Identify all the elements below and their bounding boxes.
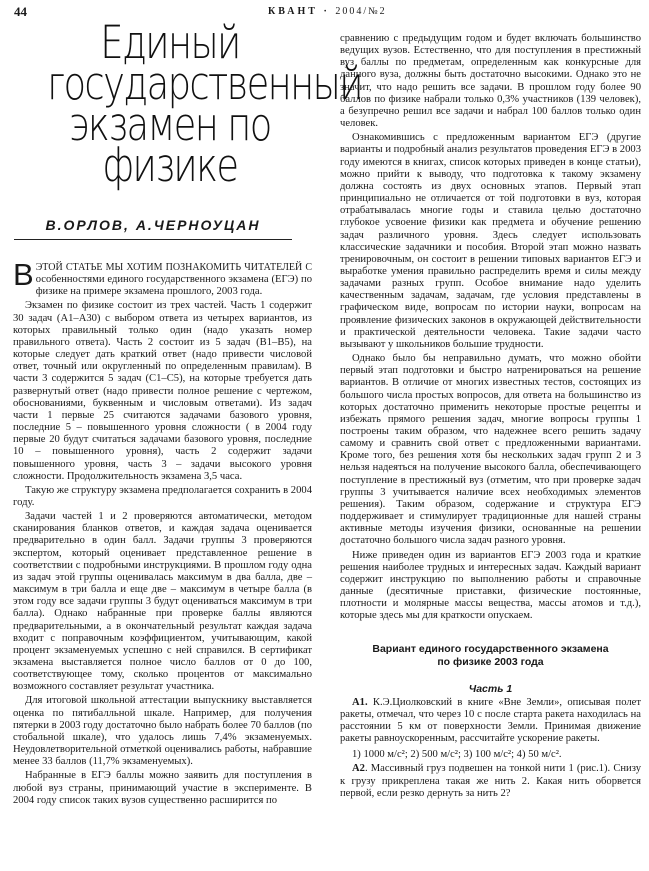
header-separator: · [323, 6, 330, 17]
paragraph: Для итоговой школьной аттестации выпускнику выставляется оценка по пятибалльной шкале. Например, для получения пятерки в 2003 году достаточно было набрать более 70 баллов (по стобальной шкале), что удалось лишь 7,4% экзаменуемых. Неудовлетворительной отметкой оценивались работы, набравшие менее 33 баллов (11,7% экзаменуемых). [13, 695, 312, 768]
drop-cap: В [13, 257, 34, 292]
variant-heading [340, 643, 641, 669]
right-column [340, 33, 641, 800]
title-line: государственный [47, 57, 362, 110]
problem-id: А1. [352, 696, 368, 708]
part-label: Часть 1 [468, 682, 513, 695]
title-line: физике [102, 139, 238, 192]
paragraph: Такую же структуру экзамена предполагается сохранить в 2004 году. [13, 484, 312, 508]
paragraph: Ниже приведен один из вариантов ЕГЭ 2003 года и краткие решения наиболее трудных и интересных задач. Каждый вариант содержит инструкцию по выполнению работы и справочные данные (десятичные приставки, физические постоянные, плотности и молярные массы вещества, массы атомов и т.д.), которые здесь мы для краткости опускаем. [340, 549, 641, 622]
lead-caps: ЭТОЙ СТАТЬЕ МЫ ХОТИМ ПОЗНАКОМИТЬ ЧИТАТЕЛЕЙ С [35, 262, 312, 273]
lead-text: особенностями единого государственного экзамена (ЕГЭ) по физике на примере экзамена прошлого, 2003 года. [35, 274, 312, 298]
page-number: 44 [14, 4, 27, 19]
variant-heading-line: по физике 2003 года [437, 655, 544, 668]
left-column [13, 257, 312, 807]
article-title [47, 16, 362, 192]
issue-number: 2004/№2 [335, 6, 387, 17]
journal-name: КВАНТ [268, 6, 318, 17]
problem-a1 [340, 697, 641, 746]
title-line: Единый [100, 16, 240, 69]
problem-id: А2 [352, 763, 365, 775]
paragraph: Экзамен по физике состоит из трех частей. Часть 1 содержит 30 задач (А1–А30) с выбором ответа из четырех вариантов, из которых правильный только один (надо указать номер правильного ответа). Часть 2 состоит из 5 задач (В1–В5), на которые следует дать краткий ответ (надо привести числовой ответ, точный или округленный по определенным правилам). В части 3 содержится 5 задач (С1–С5), на которые требуется дать развернутый ответ (надо привести полное решение с чертежом, обоснованиями, буквенным и числовым ответами). Из задач части 1 первые 25 считаются задачами базового уровня, последние 5 – повышенного уровня сложности ( в 2004 году первые 20 будут считаться задачами базового уровня, последние 10 – повышенного уровня), часть 2 содержит задачи повышенного уровня, часть 3 – задачи высокого уровня сложности. Продолжительность экзамена 3,5 часа. [13, 300, 312, 482]
problem-text: . Массивный груз подвешен на тонкой нити 1 (рис.1). Снизу к грузу прикреплена такая же нить 2. Какая нить оборвется первой, если резко дернуть за нить 2? [340, 763, 641, 799]
paragraph: Задачи частей 1 и 2 проверяются автоматически, методом сканирования бланков ответов, и каждая задача оценивается предварительно в один балл. Задачи группы 3 проверяются экспертом, который оценивает представленное решение в соответствии с подробными инструкциями. В прошлом году одна из задач этой группы оценивалась максимум в два балла, две – максимум в три балла и еще две – максимум в четыре балла (в этом году все задачи группы 3 будут оцениваться максимум в три балла). Однако набранные при проверке баллы являются предварительными, а в окончательный результат каждая задача входит с поправочным коэффициентом, учитывающим, какой процент экзаменуемых успешно с ней справился. В сертификат экзамена выставляется полное число баллов от 0 до 100, соответствующее тому, сколько процентов от максимально возможного составляет результат участника. [13, 511, 312, 693]
paragraph: Набранные в ЕГЭ баллы можно заявить для поступления в любой вуз страны, принимающий участие в эксперименте. В 2004 году список таких вузов существенно расширится по [13, 770, 312, 806]
lead-paragraph [13, 257, 312, 298]
article-authors: В.ОРЛОВ, А.ЧЕРНОУЦАН [14, 217, 292, 240]
running-header [268, 6, 387, 17]
variant-heading-line: Вариант единого государственного экзамена [372, 642, 609, 655]
problem-answers: 1) 1000 м/с²; 2) 500 м/с²; 3) 100 м/с²; 4) 50 м/с². [352, 749, 562, 761]
paragraph: Ознакомившись с предложенным вариантом ЕГЭ (другие варианты и подробный анализ результатов проведения ЕГЭ в 2003 году имеются в книгах, список которых приведен в конце статьи), можно прийти к выводу, что подготовка к такому экзамену должна состоять из двух основных этапов. Первый этап принципиально не отличается от той подготовки в вуз, которая отрабатывалась многие годы и ставила целью достаточно глубокое усвоение физики как предмета и обучение решению задач различного уровня. Здесь следует использовать классические задачники и пособия. Второй этап можно назвать тренировочным, он состоит в решении типовых вариантов ЕГЭ и выработке умения правильно распределить время и силы между задачами разных групп. Особое внимание надо уделить качественным задачам, задачам, где условия представлены в графическом виде, вопросам по истории науки, вопросам на проявление физических законов в окружающей действительности и практической деятельности человека. Такие задачи часто вызывают у школьников большие трудности. [340, 132, 641, 350]
paragraph: сравнению с предыдущим годом и будет включать большинство ведущих вузов. Естественно, что для поступления в престижный вуз баллы по предметам, определенным как конкурсные для данного вуза, должны быть достаточно высокими. Однако это не значит, что надо решить все задачи. В прошлом году более 90 баллов по физике набрали только 0,3% участников (139 человек), а безупречно решил все задачи и набрал 100 баллов только один человек. [340, 33, 641, 130]
problem-text: К.Э.Циолковский в книге «Вне Земли», описывая полет ракеты, отмечал, что через 10 с после старта ракета находилась на расстоянии 5 км от поверхности Земли. Принимая движение ракеты равноускоренным, рассчитайте ускорение ракеты. [340, 696, 641, 745]
paragraph: Однако было бы неправильно думать, что можно обойти первый этап подготовки и быстро натренироваться на решение вариантов. В отличие от многих известных тестов, состоящих из большого числа простых вопросов, для ответа на большинство из которых достаточно применить некоторые простые рецепты и избежать прямого решения задач, многие вопросы группы 1 построены таким образом, что надежнее всего решить задачу самому и сравнить свой ответ с предложенными вариантами. Кроме того, без решения хотя бы нескольких задач групп 2 и 3 нельзя надеяться на получение высокого балла, обеспечивающего поступление в престижный вуз (отметим, что при проверке задач группы 3 учитывается наличие всех необходимых элементов решения). Таким образом, содержание и структура ЕГЭ поддерживает и стимулирует традиционные для нашей страны активные методы изучения физики, основанные на решении достаточно большого числа задач разного уровня. [340, 353, 641, 547]
problem-a2 [340, 763, 641, 799]
title-line: экзамен по [69, 98, 271, 151]
